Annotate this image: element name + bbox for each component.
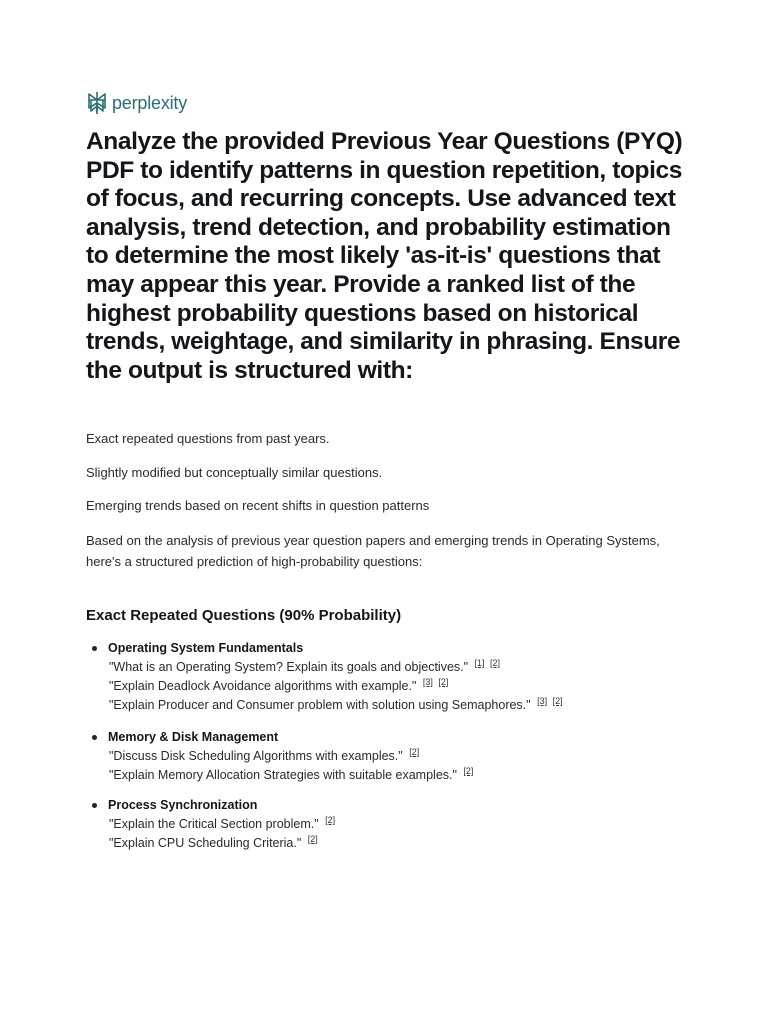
question-text: "What is an Operating System? Explain its goals and objectives." (109, 660, 469, 674)
page-title: Analyze the provided Previous Year Questions (PYQ) PDF to identify patterns in question repetition, topics of focus, and recurring concepts. Use advanced text analysis, trend detection, and probability estimation to determine the most likely 'as-it-is' questions that may appear this year. Provide a ranked list of the highest probability questions based on historical trends, weightage, and similarity in phrasing. Ensure the output is structured with: (86, 128, 683, 384)
list-item: Exact repeated questions from past years. (86, 431, 330, 446)
question-item (92, 815, 692, 834)
citation-link[interactable]: [3] (422, 676, 433, 687)
citation-link[interactable]: [2] (325, 814, 336, 825)
citation-link[interactable]: [1] (474, 657, 485, 668)
group-title-row (92, 638, 692, 658)
citation-link[interactable]: [2] (490, 657, 501, 668)
question-text: "Explain the Critical Section problem." (109, 817, 319, 831)
question-text: "Explain Memory Allocation Strategies with suitable examples." (109, 768, 457, 782)
citation-link[interactable]: [2] (438, 676, 449, 687)
list-item: Slightly modified but conceptually similar questions. (86, 465, 383, 480)
question-item (92, 747, 692, 766)
question-item (92, 696, 692, 715)
question-item (92, 677, 692, 696)
group-title: Memory & Disk Management (108, 730, 279, 744)
question-group (92, 638, 692, 715)
citation-link[interactable]: [2] (307, 833, 318, 844)
question-group (92, 795, 692, 853)
bullet-icon (92, 646, 97, 651)
list-item: Emerging trends based on recent shifts in question patterns (86, 498, 430, 513)
group-title: Process Synchronization (108, 798, 258, 812)
question-text: "Discuss Disk Scheduling Algorithms with examples." (109, 749, 403, 763)
bullet-icon (92, 735, 97, 740)
bullet-icon (92, 803, 97, 808)
question-text: "Explain Deadlock Avoidance algorithms with example." (109, 679, 417, 693)
brand-name: perplexity (112, 92, 188, 113)
perplexity-icon (86, 91, 108, 115)
question-item (92, 658, 692, 677)
question-item (92, 834, 692, 853)
question-item (92, 766, 692, 785)
question-group (92, 727, 692, 785)
citation-link[interactable]: [2] (552, 695, 563, 706)
question-text: "Explain Producer and Consumer problem with solution using Semaphores." (109, 698, 531, 712)
group-title: Operating System Fundamentals (108, 641, 304, 655)
citation-link[interactable]: [2] (463, 765, 474, 776)
section-heading: Exact Repeated Questions (90% Probability) (86, 607, 402, 624)
perplexity-logo[interactable] (86, 91, 187, 115)
group-title-row (92, 727, 692, 747)
citation-link[interactable]: [2] (409, 746, 420, 757)
citation-link[interactable]: [3] (537, 695, 548, 706)
group-title-row (92, 795, 692, 815)
intro-paragraph: Based on the analysis of previous year question papers and emerging trends in Operating Systems, here's a structured prediction of high-probability questions: (86, 533, 660, 569)
question-text: "Explain CPU Scheduling Criteria." (109, 836, 302, 850)
